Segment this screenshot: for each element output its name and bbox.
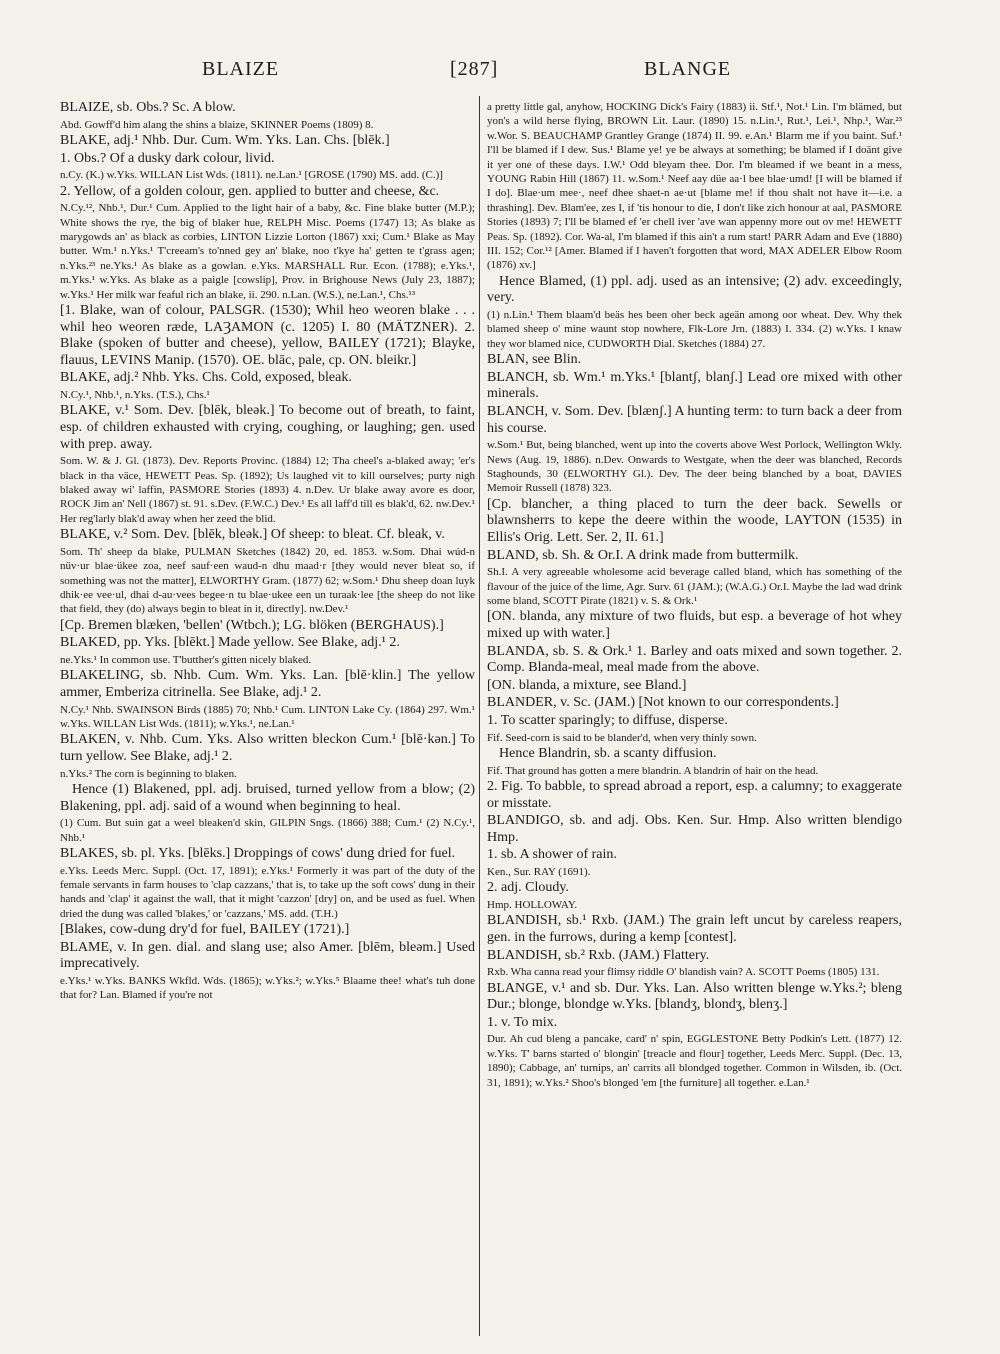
dictionary-entry: 2. adj. Cloudy. xyxy=(487,880,569,896)
dictionary-entry: 1. To scatter sparingly; to diffuse, disperse. xyxy=(487,713,728,729)
dictionary-entry: Hence (1) Blakened, ppl. adj. bruised, turned yellow from a blow; (2) Blakening, ppl. adj. said of a wound when beginning to heal. xyxy=(60,782,475,814)
dictionary-entry: BLANGE, v.¹ and sb. Dur. Yks. Lan. Also written blenge w.Yks.²; bleng Dur.; blonge, blondge w.Yks. [blandʒ, blondʒ, blenʒ.] xyxy=(487,980,902,1013)
dictionary-entry: BLAKELING, sb. Nhb. Cum. Wm. Yks. Lan. [blē·klin.] The yellow ammer, Emberiza citrinella. See Blake, adj.¹ 2. xyxy=(60,668,475,701)
dictionary-entry: BLANDER, v. Sc. (JAM.) [Not known to our correspondents.] xyxy=(487,695,839,711)
right-column xyxy=(487,100,902,1330)
citation-text: N.Cy.¹², Nhb.¹, Dur.¹ Cum. Applied to the light hair of a baby, &c. Fine blake butter (M.P.); White shows the rye, the big of blaker hue, RELPH Misc. Poems (1747) 13; As blake as marygowds an' as black as corbies, LINTON Lizzie Lorton (1867) xxi; Cum.¹ Blake as May butter. Wm.¹ n.Yks.¹ T'creeam's to'nned gey an' blake, noo t'kye ha' getten te t'grass agen; n.Yks.²³ ne.Yks.¹ As blake as a gowlan. e.Yks. MARSHALL Rur. Econ. (1788); e.Yks.¹, m.Yks.¹ w.Yks. As blake as a paigle [cowslip], Prov. in Brighouse News (July 23, 1887); w.Yks.¹ Her milk war feaful rich an blake, ii. 290. n.Lan. (W.S.), ne.Lan.¹, Chs.¹³ xyxy=(60,202,475,301)
citation-text: Fif. That ground has gotten a mere blandrin. A blandrin of hair on the head. xyxy=(487,764,819,777)
citation-text: n.Cy. (K.) w.Yks. WILLAN List Wds. (1811). ne.Lan.¹ [GROSE (1790) MS. add. (C.)] xyxy=(60,169,443,182)
citation-text: Som. Th' sheep da blake, PULMAN Sketches (1842) 20, ed. 1853. w.Som. Dhai wúd-n nüv·ur blae·ükee zoa, neef sauf·een waud-n dhu maad·r [they would never bleat so, if something was not the matter], ELWORTHY Gram. (1877) 62; w.Som.¹ Dhu sheep doan luyk dhik·ee vee·ul, dhai d-au·vees begee·n tu blae·ukee een un turaak·lee [the sheep do not like that field, they (do) always begin to bleat in it, directly]. nw.Dev.¹ xyxy=(60,545,475,616)
dictionary-entry: BLAKEN, v. Nhb. Cum. Yks. Also written bleckon Cum.¹ [blē·kən.] To turn yellow. See Blake, adj.¹ 2. xyxy=(60,732,475,765)
citation-text: Fif. Seed-corn is said to be blander'd, when very thinly sown. xyxy=(487,731,757,744)
dictionary-entry: [Cp. blancher, a thing placed to turn the deer back. Sewells or blawnsherrs to kepe the deere within the woode, LAYTON (1535) in Ellis's Orig. Lett. Ser. 2, II. 61.] xyxy=(487,496,902,546)
dictionary-entry: BLAIZE, sb. Obs.? Sc. A blow. xyxy=(60,100,236,115)
running-head xyxy=(60,58,940,88)
dictionary-entry: BLANDA, sb. S. & Ork.¹ 1. Barley and oats mixed and sown together. 2. Comp. Blanda-meal, meal made from the above. xyxy=(487,643,902,676)
dictionary-entry: BLAND, sb. Sh. & Or.I. A drink made from buttermilk. xyxy=(487,547,799,563)
citation-text: (1) n.Lin.¹ Them blaam'd beäs hes been oher beck ageän among oor wheat. Dev. Why thek blamed sheep o' mine waunt stop nowhere, Flk-Lore Jrn. (1883) I. 334. (2) w.Yks. I knaw they wor blamed nice, CUDWORTH Dial. Sketches (1884) 27. xyxy=(487,309,902,350)
page-number: [287] xyxy=(450,58,499,80)
citation-text: N.Cy.¹, Nhb.¹, n.Yks. (T.S.), Chs.¹ xyxy=(60,389,210,401)
dictionary-entry: 2. Fig. To babble, to spread abroad a report, esp. a calumny; to exaggerate or misstate. xyxy=(487,779,902,811)
citation-text: a pretty little gal, anyhow, HOCKING Dick's Fairy (1883) ii. Stf.¹, Not.¹ Lin. I'm blämed, but yon's a wild herse flying, BROWN Lit. Laur. (1890) 15. n.Lin.¹, Rut.¹, Lei.¹, Nhp.¹, War.²³ w.Wor. S. BEAUCHAMP Grantley Grange (1874) II. 99. e.An.¹ Blarm me if you baint. Suf.¹ I'll be blamed if I dew. Sus.¹ Blame ye! ye be always at something; be blamed if I doänt give it yer one of these days. I.W.¹ Odd bleyam thee. Dor. I'm bleamed if we beant in a mess, YOUNG Rabin Hill (1867) 11. w.Som.¹ Neef aay düe aa·l bee blae·umd! [I will be blamed if I do]. Blae·um mee·, neef dhee shaet-n ae·ut [blame me! if thou shalt not have it—i.e. a thrashing]. Dev. Blam'ee, zes I, if 'tis honour to die, I don't like zich honour at aal, PASMORE Stories (1893) 7; I'll be blamed ef 'er chell iver 'ave wan appenny more out ov me! HEWETT Peas. Sp. (1892). Cor. Wa-al, I'm blamed if this ain't a rum start! PARR Adam and Eve (1880) III. 152; Cor.¹² [Amer. Blamed if I haven't forgotten that word, MAX ADELER Elbow Room (1876) xv.] xyxy=(487,101,902,272)
dictionary-entry: 2. Yellow, of a golden colour, gen. applied to butter and cheese, &c. xyxy=(60,183,440,199)
dictionary-entry: BLANCH, sb. Wm.¹ m.Yks.¹ [blantʃ, blanʃ.] Lead ore mixed with other minerals. xyxy=(487,369,902,402)
dictionary-entry: 1. Obs.? Of a dusky dark colour, livid. xyxy=(60,150,275,166)
citation-text: ne.Yks.¹ In common use. T'butther's gitten nicely blaked. xyxy=(60,654,312,667)
column-divider xyxy=(479,96,480,1336)
dictionary-entry: BLANDIGO, sb. and adj. Obs. Ken. Sur. Hmp. Also written blendigo Hmp. xyxy=(487,813,902,845)
citation-text: e.Yks.¹ w.Yks. BANKS Wkfld. Wds. (1865); w.Yks.²; w.Yks.⁵ Blaame thee! what's tuh done that for? Lan. Blamed if you're not xyxy=(60,975,475,1002)
dictionary-entry: BLAKES, sb. pl. Yks. [blēks.] Droppings of cows' dung dried for fuel. xyxy=(60,846,456,862)
citation-text: Abd. Gowff'd him alang the shins a blaize, SKINNER Poems (1809) 8. xyxy=(60,118,374,131)
citation-text: e.Yks. Leeds Merc. Suppl. (Oct. 17, 1891); e.Yks.¹ Formerly it was part of the duty of the female servants in farm houses to 'clap cazzans,' that is, to take up the soft cows' dung in their hands and 'clap' it against the wall, that it might 'cazzon' [dry] on, and be used as fuel. When dried the dung was called 'blakes,' or 'cazzans,' MS. add. (T.H.) xyxy=(60,864,475,920)
dictionary-entry: BLAKE, adj.¹ Nhb. Dur. Cum. Wm. Yks. Lan. Chs. [blēk.] xyxy=(60,133,390,148)
citation-text: Dur. Ah cud bleng a pancake, card' n' spin, EGGLESTONE Betty Podkin's Lett. (1877) 12. w.Yks. T' barns started o' blongin' [treacle and flour] together, Leeds Merc. Suppl. (Dec. 13, 1890); Cabbage, an' turnips, an' carrits all blondged together. Common in Wilsden, ib. (Oct. 31, 1891); w.Yks.² Shoo's blonged 'em [the furniture] all together. e.Lan.¹ xyxy=(487,1033,902,1089)
left-column xyxy=(60,100,475,1330)
dictionary-entry: BLANDISH, sb.¹ Rxb. (JAM.) The grain left uncut by careless reapers, gen. in the furrows, during a kemp [contest]. xyxy=(487,913,902,945)
dictionary-entry: Hence Blamed, (1) ppl. adj. used as an intensive; (2) adv. exceedingly, very. xyxy=(487,273,902,306)
dictionary-entry: BLAKE, adj.² Nhb. Yks. Chs. Cold, exposed, bleak. xyxy=(60,370,352,386)
citation-text: Sh.I. A very agreeable wholesome acid beverage called bland, which has something of the flavour of the juice of the lime, Agr. Surv. 61 (JAM.); (W.A.G.) Or.I. Maybe the lad wad drink some bland, SCOTT Pirate (1821) v. S. & Ork.¹ xyxy=(487,566,902,608)
dictionary-entry: [Blakes, cow-dung dry'd for fuel, BAILEY (1721).] xyxy=(60,922,350,938)
dictionary-entry: [Cp. Bremen blæken, 'bellen' (Wtbch.); LG. blöken (BERGHAUS).] xyxy=(60,617,444,633)
citation-text: Som. W. & J. Gl. (1873). Dev. Reports Provinc. (1884) 12; Tha cheel's a-blaked away; 'er's black in tha väce, HEWETT Peas. Sp. (1892); Us laughed vit to kill ourselves; purty nigh blaked away wi' laffin, PASMORE Stories (1893) 4. n.Dev. Ur blake away avore es door, ROCK Jim an' Nell (1867) st. 91. s.Dev. (F.W.C.) Dev.¹ Es all laff'd till es blak'd, 62. nw.Dev.¹ Her reg'larly blak'd away when her zeed the blid. xyxy=(60,455,475,525)
dictionary-entry: BLAKE, v.² Som. Dev. [blēk, bleək.] Of sheep: to bleat. Cf. bleak, v. xyxy=(60,527,445,543)
dictionary-entry: BLAKED, pp. Yks. [blēkt.] Made yellow. See Blake, adj.¹ 2. xyxy=(60,635,400,651)
dictionary-entry: BLAKE, v.¹ Som. Dev. [blēk, bleək.] To become out of breath, to faint, esp. of children exhausted with crying, coughing, or laughing; gen. used with prep. away. xyxy=(60,403,475,452)
dictionary-entry: [1. Blake, wan of colour, PALSGR. (1530); Whil heo weoren blake . . . whil heo weoren ræde, LAȜAMON (c. 1205) I. 80 (MÄTZNER). 2. Blake (spoken of butter and cheese), yellow, BAILEY (1721); Blayke, flauus, LEVINS Manip. (1570). OE. blāc, pale, cp. ON. bleikr.] xyxy=(60,303,475,368)
citation-text: n.Yks.² The corn is beginning to blaken. xyxy=(60,767,237,780)
dictionary-entry: [ON. blanda, a mixture, see Bland.] xyxy=(487,677,687,693)
citation-text: w.Som.¹ But, being blanched, went up into the coverts above West Porlock, Wellington Wkly. News (Aug. 19, 1886). n.Dev. Onwards to Westgate, when the deer was blanched, Records Staghounds, 30 (ELWORTHY Gl.). Dev. The deer being blanched by a boat, DAVIES Memoir Russell (1878) 323. xyxy=(487,439,902,495)
citation-text: N.Cy.¹ Nhb. SWAINSON Birds (1885) 70; Nhb.¹ Cum. LINTON Lake Cy. (1864) 297. Wm.¹ w.Yks. WILLAN List Wds. (1811); w.Yks.¹, ne.Lan.¹ xyxy=(60,703,475,731)
citation-text: Hmp. HOLLOWAY. xyxy=(487,899,578,911)
running-head-right: BLANGE xyxy=(644,58,732,80)
citation-text: (1) Cum. But suin gat a weel bleaken'd skin, GILPIN Sngs. (1866) 388; Cum.¹ (2) N.Cy.¹, Nhb.¹ xyxy=(60,817,475,844)
citation-text: Rxb. Wha canna read your flimsy riddle O' blandish vain? A. SCOTT Poems (1805) 131. xyxy=(487,966,880,979)
dictionary-entry: BLAME, v. In gen. dial. and slang use; also Amer. [blēm, bleəm.] Used imprecatively. xyxy=(60,939,475,972)
dictionary-entry: [ON. blanda, any mixture of two fluids, but esp. a beverage of hot whey mixed up with water.] xyxy=(487,609,902,642)
dictionary-entry: 1. v. To mix. xyxy=(487,1014,558,1030)
dictionary-entry: Hence Blandrin, sb. a scanty diffusion. xyxy=(499,746,717,762)
dictionary-entry: 1. sb. A shower of rain. xyxy=(487,847,617,863)
dictionary-entry: BLANDISH, sb.² Rxb. (JAM.) Flattery. xyxy=(487,947,710,963)
running-head-left: BLAIZE xyxy=(202,58,280,80)
citation-text: Ken., Sur. RAY (1691). xyxy=(487,866,591,878)
dictionary-entry: BLANCH, v. Som. Dev. [blænʃ.] A hunting term: to turn back a deer from his course. xyxy=(487,404,902,436)
dictionary-entry: BLAN, see Blin. xyxy=(487,352,582,368)
